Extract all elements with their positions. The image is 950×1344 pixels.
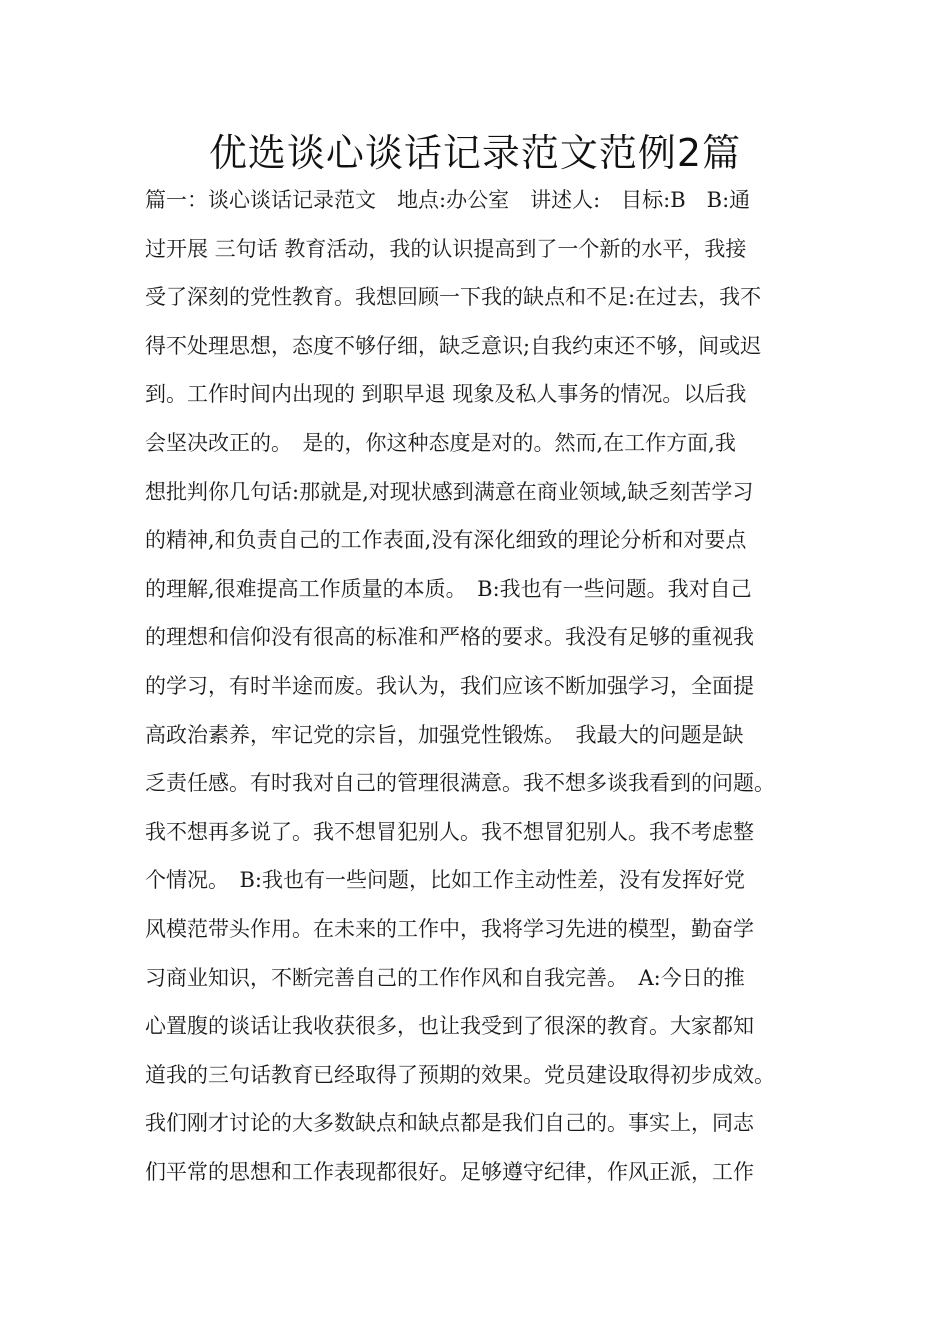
body-line: 过开展 三句话 教育活动，我的认识提高到了一个新的水平，我接 [145, 236, 747, 261]
body-line: 习商业知识，不断完善自己的工作作风和自我完善。 A:今日的推 [145, 965, 745, 990]
body-line: 的学习，有时半途而废。我认为，我们应该不断加强学习，全面提 [145, 673, 754, 698]
body-line: 到。工作时间内出现的 到职早退 现象及私人事务的情况。以后我 [145, 382, 747, 407]
body-line: 会坚决改正的。 是的，你这种态度是对的。然而,在工作方面,我 [145, 430, 736, 455]
body-line: 们平常的思想和工作表现都很好。足够遵守纪律，作风正派，工作 [145, 1159, 754, 1184]
body-line: 的理想和信仰没有很高的标准和严格的要求。我没有足够的重视我 [145, 625, 754, 650]
body-line: 的精神,和负责自己的工作表面,没有深化细致的理论分析和对要点 [145, 528, 747, 553]
body-line: 风模范带头作用。在未来的工作中，我将学习先进的模型，勤奋学 [145, 916, 754, 941]
body-line: 篇一：谈心谈话记录范文 地点:办公室 讲述人: 目标:B B:通 [145, 188, 751, 212]
body-line: 我不想再多说了。我不想冒犯别人。我不想冒犯别人。我不考虑整 [145, 819, 754, 844]
body-line: 受了深刻的党性教育。我想回顾一下我的缺点和不足:在过去，我不 [145, 285, 762, 310]
body-line: 得不处理思想，态度不够仔细，缺乏意识;自我约束还不够，间或迟 [145, 333, 762, 358]
body-line: 心置腹的谈话让我收获很多，也让我受到了很深的教育。大家都知 [145, 1014, 754, 1039]
body-line: 乏责任感。有时我对自己的管理很满意。我不想多谈我看到的问题。 [145, 771, 775, 796]
document-body [145, 182, 825, 1202]
body-line: 我们刚才讨论的大多数缺点和缺点都是我们自己的。事实上，同志 [145, 1111, 754, 1136]
body-line: 的理解,很难提高工作质量的本质。 B:我也有一些问题。我对自己 [145, 576, 752, 601]
body-line: 高政治素养，牢记党的宗旨，加强党性锻炼。 我最大的问题是缺 [145, 722, 744, 747]
body-line: 道我的三句话教育已经取得了预期的效果。党员建设取得初步成效。 [145, 1062, 775, 1087]
body-line: 个情况。 B:我也有一些问题，比如工作主动性差，没有发挥好党 [145, 868, 746, 893]
body-line: 想批判你几句话:那就是,对现状感到满意在商业领域,缺乏刻苦学习 [145, 479, 754, 504]
document-title: 优选谈心谈话记录范文范例2篇 [208, 131, 742, 175]
